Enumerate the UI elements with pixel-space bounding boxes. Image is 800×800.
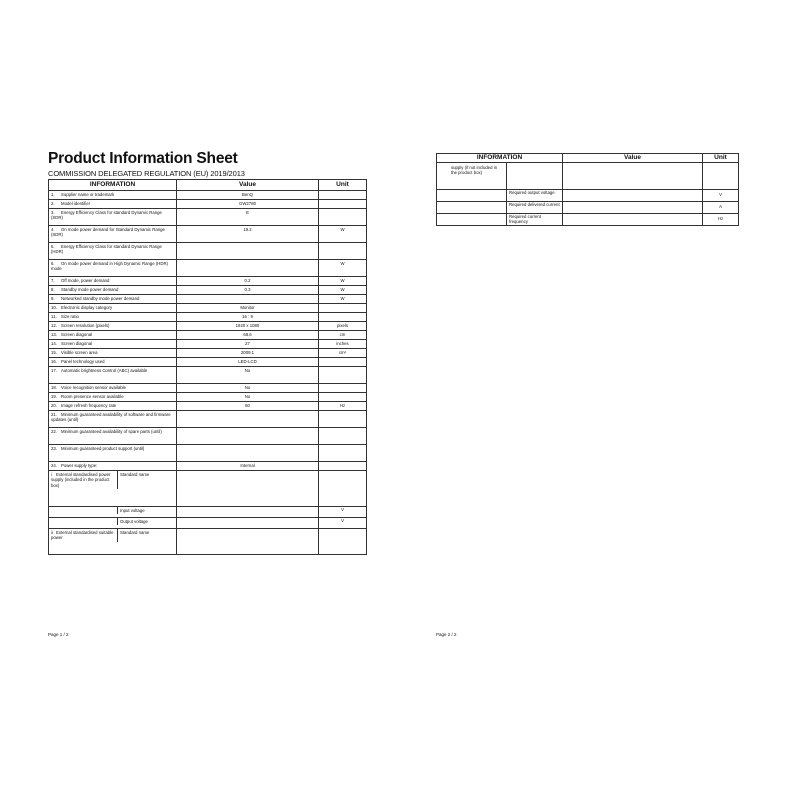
row-label: Model identifier [61, 201, 91, 206]
unit-cell [319, 209, 367, 226]
unit-cell: cm [319, 331, 367, 340]
row-number: 7. [51, 278, 55, 283]
value-cell: 0.3 [177, 286, 319, 295]
table-row [437, 214, 739, 226]
row-number: 2. [51, 201, 55, 206]
suitable-psu-value [177, 529, 319, 555]
output-voltage-row [49, 518, 367, 529]
row-label: Supplier name or trademark [61, 192, 115, 197]
unit-cell: Hz [319, 402, 367, 411]
input-voltage-label: Input voltage [120, 508, 145, 513]
table-row [49, 313, 367, 322]
table-row [49, 358, 367, 367]
value-cell: 2009.1 [177, 349, 319, 358]
row-label: Room presence sensor available [61, 394, 124, 399]
page-1-footer: Page 1 / 2 [48, 632, 69, 637]
unit-cell [319, 462, 367, 471]
unit-cell [319, 393, 367, 402]
row-number: 4. [51, 227, 55, 232]
table-row [49, 428, 367, 445]
table-row [49, 445, 367, 462]
power-supply-row [49, 471, 367, 507]
external-psu-label: i [51, 472, 52, 477]
value-cell [563, 202, 703, 214]
external-psu-cell [49, 471, 177, 507]
spacer-cell [437, 190, 507, 202]
table-row [49, 411, 367, 428]
table-row [49, 277, 367, 286]
row-label: Screen diagonal [61, 332, 93, 337]
info-cell [49, 313, 177, 322]
value-cell [563, 190, 703, 202]
unit-cell: Hz [703, 214, 739, 226]
value-cell [177, 243, 319, 260]
unit-cell: W [319, 226, 367, 243]
row-number: 5. [51, 244, 55, 249]
row-label: Voice recognition sensor available [61, 385, 126, 390]
unit-cell [319, 200, 367, 209]
table-row [49, 295, 367, 304]
table-body [49, 191, 367, 471]
row-label: Size ratio [61, 314, 79, 319]
info-cell [49, 445, 177, 462]
unit-cell: W [319, 277, 367, 286]
info-cell [49, 349, 177, 358]
value-cell: 19.2 [177, 226, 319, 243]
info-cell [49, 367, 177, 384]
row-label: Energy Efficiency Class for standard Dynamic Range (HDR) [51, 244, 162, 255]
table-row [49, 243, 367, 260]
unit-cell: W [319, 295, 367, 304]
table-row [49, 340, 367, 349]
page-2 [436, 150, 754, 640]
unit-cell: pixels [319, 322, 367, 331]
row-number: 6. [51, 261, 55, 266]
table-row [49, 226, 367, 243]
row-label: Electronic display category [61, 305, 113, 310]
input-voltage-value [177, 507, 319, 518]
row-label: On mode power demand for Standard Dynamic Range (SDR) [51, 227, 165, 238]
row-number: 9. [51, 296, 55, 301]
header-information: INFORMATION [49, 180, 177, 191]
value-cell: 68.6 [177, 331, 319, 340]
row-label: On mode power demand in High Dynamic Range (HDR) mode [51, 261, 168, 272]
info-cell [49, 322, 177, 331]
row-label: Energy Efficiency Class for standard Dynamic Range (SDR) [51, 210, 162, 221]
info-cell [49, 462, 177, 471]
info-cell [49, 243, 177, 260]
row-number: 21. [51, 412, 57, 417]
table-row [49, 384, 367, 393]
supply-row [437, 163, 739, 190]
value-cell [177, 295, 319, 304]
unit-cell [319, 445, 367, 462]
table-row [49, 393, 367, 402]
row-number: 20. [51, 403, 57, 408]
row-label: Visible screen area [61, 350, 98, 355]
unit-cell: W [319, 260, 367, 277]
row-label: Minimum guaranteed product support (until) [61, 446, 145, 451]
row-number: 18. [51, 385, 57, 390]
spacer-cell [437, 202, 507, 214]
suitable-psu-row [49, 529, 367, 555]
external-psu-text: External standardised power supply (included in the product box) [51, 472, 111, 488]
value-cell: E [177, 209, 319, 226]
table-row [49, 260, 367, 277]
row-label: Off mode, power demand [61, 278, 110, 283]
value-cell: No [177, 367, 319, 384]
row-number: 13. [51, 332, 57, 337]
table-row [49, 200, 367, 209]
page-1 [48, 150, 366, 640]
row-label: Power supply type: [61, 463, 98, 468]
row-number: 17. [51, 368, 57, 373]
header-information: INFORMATION [437, 154, 563, 163]
row-number: 11. [51, 314, 57, 319]
row-label: Required output voltage [507, 190, 563, 202]
row-label: Automatic brightness Control (ABC) available [61, 368, 148, 373]
header-value: Value [563, 154, 703, 163]
value-cell [177, 445, 319, 462]
row-number: 12. [51, 323, 57, 328]
value-cell: No [177, 384, 319, 393]
unit-cell [319, 384, 367, 393]
value-cell [177, 428, 319, 445]
info-cell [49, 331, 177, 340]
table-row [437, 202, 739, 214]
row-label: Panel technology used [61, 359, 105, 364]
output-voltage-value [177, 518, 319, 529]
info-cell [49, 277, 177, 286]
table-row [49, 462, 367, 471]
row-number: 23. [51, 446, 57, 451]
info-cell [49, 340, 177, 349]
unit-cell [319, 243, 367, 260]
value-cell: 27 [177, 340, 319, 349]
value-cell [177, 411, 319, 428]
suitable-psu-text: External standardised suitable power [51, 530, 114, 541]
info-cell [49, 295, 177, 304]
table-row [49, 209, 367, 226]
info-cell [49, 304, 177, 313]
table-row [49, 286, 367, 295]
row-number: 8. [51, 287, 55, 292]
info-cell [49, 209, 177, 226]
row-number: 24. [51, 463, 57, 468]
header-unit: Unit [703, 154, 739, 163]
value-cell: No [177, 393, 319, 402]
unit-cell [319, 358, 367, 367]
row-number: 1. [51, 192, 55, 197]
value-cell: 16 : 9 [177, 313, 319, 322]
standard-name-value [177, 471, 319, 507]
supply-text: supply (if not included in the product box) [437, 163, 507, 190]
sheet-title: Product Information Sheet [48, 150, 238, 167]
table-row [49, 304, 367, 313]
suitable-standard-name: Standard name [120, 530, 150, 535]
regulation-subtitle: COMMISSION DELEGATED REGULATION (EU) 2019/2013 [48, 169, 245, 178]
info-cell [49, 384, 177, 393]
table-header-row [49, 180, 367, 191]
output-voltage-unit: V [319, 518, 367, 529]
table-row [49, 331, 367, 340]
row-number: 14. [51, 341, 57, 346]
row-number: 15. [51, 350, 57, 355]
product-info-table [48, 179, 367, 555]
unit-cell: V [703, 190, 739, 202]
table-header-row [437, 154, 739, 163]
input-voltage-row [49, 507, 367, 518]
info-cell [49, 200, 177, 209]
table-row [49, 322, 367, 331]
suitable-psu-label: ii [51, 530, 53, 535]
value-cell: Internal [177, 462, 319, 471]
info-cell [49, 393, 177, 402]
value-cell [177, 260, 319, 277]
unit-cell [319, 411, 367, 428]
table-row [437, 190, 739, 202]
value-cell: 1920 x 1080 [177, 322, 319, 331]
info-cell [49, 428, 177, 445]
table-row [49, 191, 367, 200]
row-number: 10. [51, 305, 57, 310]
row-number: 19. [51, 394, 57, 399]
row-label: Image refresh frequency rate [61, 403, 117, 408]
row-label: Minimum guaranteed availability of software and firmware updates (until) [51, 412, 171, 423]
unit-cell [319, 304, 367, 313]
table-row [49, 349, 367, 358]
standard-name-unit [319, 471, 367, 507]
row-number: 16. [51, 359, 57, 364]
row-label: Screen diagonal [61, 341, 93, 346]
table-row [49, 367, 367, 384]
value-cell: LED-LCD [177, 358, 319, 367]
input-voltage-unit: V [319, 507, 367, 518]
info-cell [49, 286, 177, 295]
info-cell [49, 402, 177, 411]
row-number: 3. [51, 210, 55, 215]
info-cell [49, 226, 177, 243]
table-row [49, 402, 367, 411]
unit-cell: A [703, 202, 739, 214]
header-unit: Unit [319, 180, 367, 191]
info-cell [49, 260, 177, 277]
unit-cell [319, 428, 367, 445]
output-voltage-label: Output voltage [120, 519, 148, 524]
value-cell: GW2780 [177, 200, 319, 209]
row-label: Minimum guaranteed availability of spare parts (until) [61, 429, 162, 434]
unit-cell: inches [319, 340, 367, 349]
unit-cell: cm² [319, 349, 367, 358]
header-value: Value [177, 180, 319, 191]
value-cell: 0.2 [177, 277, 319, 286]
info-cell [49, 358, 177, 367]
row-label: Networked standby mode power demand [61, 296, 140, 301]
row-label: Required current frequency [507, 214, 563, 226]
value-cell: 60 [177, 402, 319, 411]
info-cell [49, 191, 177, 200]
row-label: Required delivered current [507, 202, 563, 214]
standard-name-label: Standard name [120, 472, 150, 477]
unit-cell [319, 313, 367, 322]
value-cell: Monitor [177, 304, 319, 313]
unit-cell: W [319, 286, 367, 295]
product-info-table-continued [436, 153, 739, 226]
row-number: 22. [51, 429, 57, 434]
row-label: Standby mode power demand [61, 287, 119, 292]
row-label: Screen resolution (pixels) [61, 323, 110, 328]
suitable-psu-unit [319, 529, 367, 555]
unit-cell [319, 367, 367, 384]
page-2-footer: Page 2 / 2 [436, 632, 457, 637]
value-cell [563, 214, 703, 226]
info-cell [49, 411, 177, 428]
spacer-cell [437, 214, 507, 226]
value-cell: BenQ [177, 191, 319, 200]
table-body [437, 190, 739, 226]
unit-cell [319, 191, 367, 200]
power-supply-section [49, 471, 367, 555]
